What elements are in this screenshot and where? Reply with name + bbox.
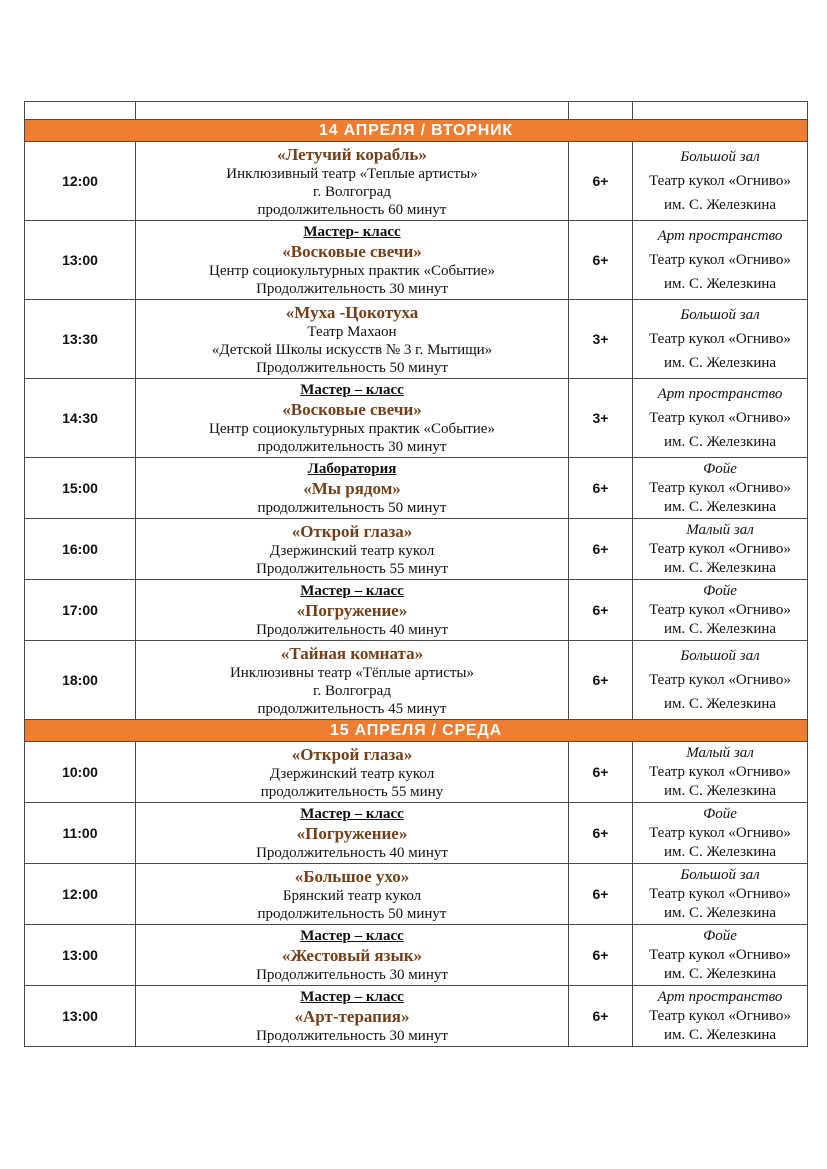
event-venue [633,142,808,221]
event-detail: продолжительность 60 минут [257,201,447,218]
event-detail: продолжительность 55 мину [260,783,444,800]
event-time: 13:00 [25,986,136,1047]
venue-line: им. С. Железкина [663,355,777,371]
event-description [136,742,569,803]
event-time: 15:00 [25,458,136,519]
venue-line: Театр кукол «Огниво» [649,479,791,496]
event-title: «Мы рядом» [303,478,401,498]
event-detail: Продолжительность 30 минут [256,280,448,297]
venue-hall: Большой зал [680,307,760,323]
venue-line: им. С. Железкина [663,843,777,860]
event-title: «Погружение» [296,600,408,620]
event-venue [633,458,808,519]
event-detail: Брянский театр кукол [282,887,422,904]
venue-hall: Арт пространство [657,988,783,1005]
event-detail: Инклюзивный театр «Теплые артисты» [226,165,478,182]
age-badge: 6+ [569,458,633,519]
day-header-row [25,120,808,142]
event-detail: Продолжительность 55 минут [256,560,448,577]
venue-line: Театр кукол «Огниво» [649,946,791,963]
venue-hall: Большой зал [680,648,760,664]
venue-line: Театр кукол «Огниво» [649,672,791,688]
venue-line: им. С. Железкина [663,498,777,515]
age-badge: 6+ [569,641,633,720]
venue-hall: Фойе [703,927,737,944]
event-description [136,803,569,864]
age-badge: 3+ [569,379,633,458]
event-pre-title: Мастер – класс [300,582,404,599]
event-detail: Инклюзивны театр «Тёплые артисты» [229,664,475,681]
table-row [25,742,808,803]
event-pre-title: Мастер – класс [300,927,404,944]
venue-line: Театр кукол «Огниво» [649,540,791,557]
venue-line: им. С. Железкина [663,782,777,799]
event-title: «Открой глаза» [291,521,413,541]
venue-line: им. С. Железкина [663,1026,777,1043]
spacer-row [25,102,808,120]
event-title: «Арт-терапия» [294,1006,410,1026]
event-detail: Дзержинский театр кукол [269,765,435,782]
event-detail: Продолжительность 30 минут [256,1027,448,1044]
event-detail: продолжительность 30 минут [257,438,447,455]
event-detail: Центр социокультурных практик «Событие» [209,420,495,437]
spacer-cell [569,102,633,120]
event-description [136,142,569,221]
venue-line: Театр кукол «Огниво» [649,252,791,268]
event-venue [633,864,808,925]
event-time: 14:30 [25,379,136,458]
event-time: 16:00 [25,519,136,580]
event-venue [633,221,808,300]
venue-hall: Малый зал [686,744,754,761]
table-row [25,925,808,986]
event-time: 13:00 [25,221,136,300]
venue-line: им. С. Железкина [663,434,777,450]
table-row [25,221,808,300]
venue-hall: Большой зал [680,149,760,165]
event-detail: Дзержинский театр кукол [269,542,435,559]
venue-hall: Малый зал [686,521,754,538]
event-title: «Тайная комната» [280,643,424,663]
venue-line: Театр кукол «Огниво» [649,173,791,189]
event-detail: Продолжительность 30 минут [256,966,448,983]
venue-line: Театр кукол «Огниво» [649,410,791,426]
age-badge: 6+ [569,519,633,580]
table-row [25,519,808,580]
event-time: 18:00 [25,641,136,720]
event-time: 17:00 [25,580,136,641]
schedule-table [24,101,808,1047]
event-venue [633,519,808,580]
age-badge: 6+ [569,142,633,221]
event-time: 12:00 [25,142,136,221]
event-title: «Летучий корабль» [277,144,427,164]
venue-line: Театр кукол «Огниво» [649,885,791,902]
event-description [136,925,569,986]
table-row [25,300,808,379]
age-badge: 6+ [569,925,633,986]
event-detail: «Детской Школы искусств № 3 г. Мытищи» [211,341,493,358]
event-description [136,580,569,641]
table-row [25,803,808,864]
event-description [136,519,569,580]
event-venue [633,379,808,458]
table-row [25,142,808,221]
venue-hall: Арт пространство [657,386,783,402]
venue-line: Театр кукол «Огниво» [649,331,791,347]
table-row [25,864,808,925]
day-header: 15 АПРЕЛЯ / СРЕДА [25,720,808,742]
venue-hall: Большой зал [680,866,760,883]
venue-hall: Фойе [703,582,737,599]
spacer-cell [633,102,808,120]
age-badge: 6+ [569,580,633,641]
age-badge: 3+ [569,300,633,379]
event-description [136,379,569,458]
venue-hall: Арт пространство [657,228,783,244]
age-badge: 6+ [569,221,633,300]
event-title: «Муха -Цокотуха [285,302,419,322]
venue-line: Театр кукол «Огниво» [649,824,791,841]
event-detail: Продолжительность 40 минут [256,844,448,861]
event-description [136,986,569,1047]
day-header-row [25,720,808,742]
event-detail: Центр социокультурных практик «Событие» [209,262,495,279]
spacer-cell [136,102,569,120]
spacer-cell [25,102,136,120]
event-detail: продолжительность 50 минут [257,499,447,516]
table-row [25,458,808,519]
day-header: 14 АПРЕЛЯ / ВТОРНИК [25,120,808,142]
event-pre-title: Мастер – класс [300,805,404,822]
event-description [136,864,569,925]
event-venue [633,925,808,986]
event-pre-title: Лаборатория [307,460,397,477]
event-time: 13:30 [25,300,136,379]
venue-line: им. С. Железкина [663,197,777,213]
venue-line: Театр кукол «Огниво» [649,1007,791,1024]
event-pre-title: Мастер- класс [303,223,401,240]
event-venue [633,742,808,803]
event-time: 11:00 [25,803,136,864]
event-detail: г. Волгоград [313,682,391,699]
age-badge: 6+ [569,742,633,803]
venue-line: им. С. Железкина [663,696,777,712]
event-title: «Большое ухо» [294,866,410,886]
event-description [136,641,569,720]
event-venue [633,300,808,379]
event-title: «Восковые свечи» [282,241,422,261]
event-pre-title: Мастер – класс [300,381,404,398]
venue-hall: Фойе [703,805,737,822]
event-pre-title: Мастер – класс [300,988,404,1005]
event-venue [633,986,808,1047]
event-detail: продолжительность 50 минут [257,905,447,922]
event-detail: Продолжительность 50 минут [256,359,448,376]
event-venue [633,580,808,641]
venue-line: им. С. Железкина [663,620,777,637]
table-row [25,986,808,1047]
event-title: «Жестовый язык» [281,945,423,965]
venue-line: Театр кукол «Огниво» [649,763,791,780]
event-venue [633,641,808,720]
event-detail: Продолжительность 40 минут [256,621,448,638]
event-description [136,300,569,379]
event-time: 10:00 [25,742,136,803]
age-badge: 6+ [569,803,633,864]
table-row [25,641,808,720]
event-title: «Погружение» [296,823,408,843]
event-detail: Театр Махаон [307,323,397,340]
event-title: «Восковые свечи» [282,399,422,419]
venue-line: им. С. Железкина [663,559,777,576]
venue-hall: Фойе [703,460,737,477]
event-time: 12:00 [25,864,136,925]
venue-line: Театр кукол «Огниво» [649,601,791,618]
event-description [136,221,569,300]
age-badge: 6+ [569,864,633,925]
event-detail: продолжительность 45 минут [257,700,447,717]
table-row [25,379,808,458]
venue-line: им. С. Железкина [663,965,777,982]
venue-line: им. С. Железкина [663,276,777,292]
venue-line: им. С. Железкина [663,904,777,921]
age-badge: 6+ [569,986,633,1047]
event-time: 13:00 [25,925,136,986]
event-description [136,458,569,519]
event-venue [633,803,808,864]
event-title: «Открой глаза» [291,744,413,764]
event-detail: г. Волгоград [313,183,391,200]
table-row [25,580,808,641]
